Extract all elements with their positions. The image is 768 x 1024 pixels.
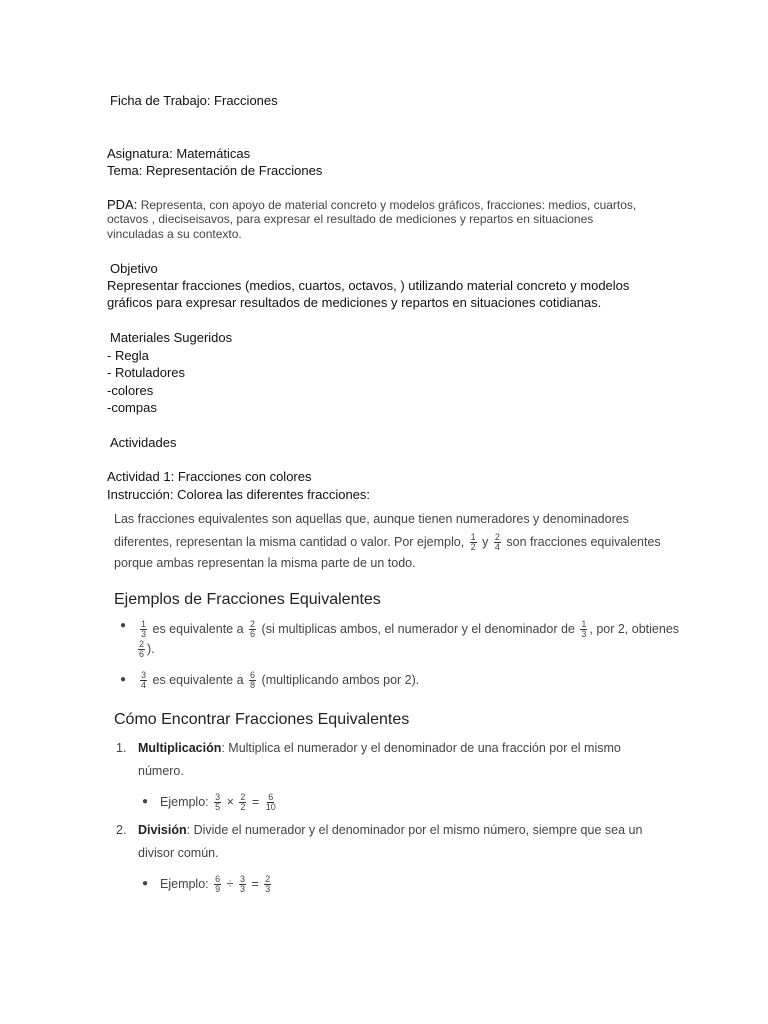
- fraction: $\frac{2}{4}$: [494, 532, 500, 552]
- fraction: $\frac{2}{6}$: [250, 619, 256, 639]
- step-1-line-2: número.: [138, 764, 184, 778]
- fraction: $\frac{1}{2}$: [470, 532, 476, 552]
- intro-line-3: porque ambas representan la misma parte de un todo.: [114, 556, 416, 570]
- asignatura-line: Asignatura: Matemáticas: [107, 146, 251, 161]
- page-title: Ficha de Trabajo: Fracciones: [110, 93, 278, 108]
- ejemplo-item-1: ● $\frac{1}{3}$ es equivalente a $\frac{2}{6}$ (si multiplicas ambos, el numerador y el denominador de $\frac{1}{3}$ , por 2, obtienes $\frac{2}{6}$ ).: [120, 619, 680, 659]
- bullet-icon: ●: [142, 878, 149, 889]
- fraction: $\frac{3}{4}$: [141, 670, 147, 690]
- step-2-example: ● Ejemplo: $\frac{6}{9}$ ÷ $\frac{3}{3}$ = $\frac{2}{3}$: [142, 874, 271, 894]
- intro-line-2: diferentes, representan la misma cantidad o valor. Por ejemplo, $\frac{1}{2}$ y $\frac{2}{4}$ son fracciones equivalentes: [114, 532, 661, 552]
- fraction: $\frac{1}{3}$: [581, 619, 587, 639]
- step-1-line-1: 1. Multiplicación: Multiplica el numerador y el denominador de una fracción por el mismo: [116, 741, 621, 755]
- material-item: -compas: [107, 400, 157, 415]
- step-2-line-2: divisor común.: [138, 846, 219, 860]
- objetivo-heading: Objetivo: [110, 261, 158, 276]
- material-item: -colores: [107, 383, 154, 398]
- actividad-1-instruction: Instrucción: Colorea las diferentes fracciones:: [107, 487, 371, 502]
- step-1-example: ● Ejemplo: $\frac{3}{5}$ × $\frac{2}{2}$ = $\frac{6}{10}$: [142, 792, 276, 812]
- materiales-heading: Materiales Sugeridos: [110, 330, 233, 345]
- ejemplos-heading: Ejemplos de Fracciones Equivalentes: [114, 591, 381, 608]
- bullet-icon: ●: [120, 674, 127, 685]
- step-2-line-1: 2. División: Divide el numerador y el denominador por el mismo número, siempre que sea un: [116, 823, 643, 837]
- pda-label: PDA:: [107, 197, 138, 212]
- fraction: $\frac{3}{5}$: [215, 792, 221, 812]
- fraction: $\frac{2}{6}$: [139, 639, 145, 659]
- fraction: $\frac{6}{8}$: [250, 670, 256, 690]
- bullet-icon: ●: [120, 620, 127, 631]
- actividad-1-title: Actividad 1: Fracciones con colores: [107, 469, 312, 484]
- como-heading: Cómo Encontrar Fracciones Equivalentes: [114, 711, 410, 728]
- fraction: $\frac{2}{3}$: [265, 874, 271, 894]
- objetivo-line-1: Representar fracciones (medios, cuartos, octavos, ) utilizando material concreto y modelos: [107, 278, 630, 293]
- fraction: $\frac{2}{2}$: [240, 792, 246, 812]
- pda-line-1: Representa, con apoyo de material concreto y modelos gráficos, fracciones: medios, cuartos,: [140, 198, 637, 212]
- pda-line-3: vinculadas a su contexto.: [107, 227, 242, 241]
- bullet-icon: ●: [142, 796, 149, 807]
- actividades-heading: Actividades: [110, 435, 177, 450]
- material-item: - Rotuladores: [107, 365, 186, 380]
- tema-line: Tema: Representación de Fracciones: [107, 163, 323, 178]
- fraction: $\frac{1}{3}$: [141, 619, 147, 639]
- fraction: $\frac{6}{9}$: [215, 874, 221, 894]
- pda-line-2: octavos , dieciseisavos, para expresar el resultado de mediciones y repartos en situaciones: [107, 212, 594, 226]
- objetivo-line-2: gráficos para expresar resultados de mediciones y repartos en situaciones cotidianas.: [107, 295, 602, 310]
- material-item: - Regla: [107, 348, 149, 363]
- fraction: $\frac{6}{10}$: [265, 792, 276, 812]
- fraction: $\frac{3}{3}$: [239, 874, 245, 894]
- ejemplo-item-2: ● $\frac{3}{4}$ es equivalente a $\frac{6}{8}$ (multiplicando ambos por 2).: [120, 670, 420, 690]
- intro-line-1: Las fracciones equivalentes son aquellas que, aunque tienen numeradores y denominadores: [114, 512, 629, 526]
